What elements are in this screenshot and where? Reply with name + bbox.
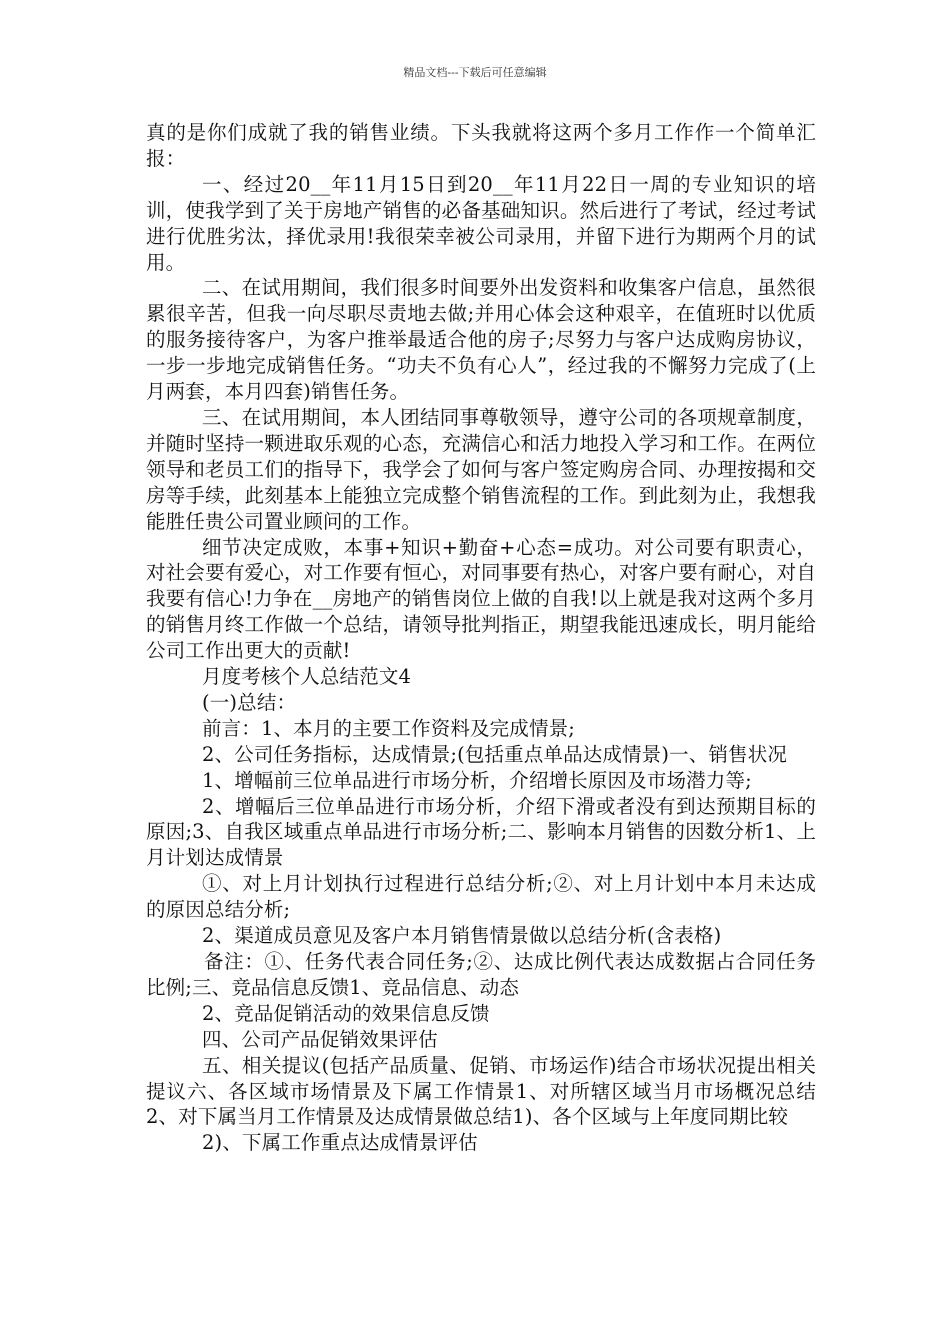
paragraph-section-1: 一、经过20__年11月15日到20__年11月22日一周的专业知识的培训，使我学到了关于房地产销售的必备基础知识。然后进行了考试，经过考试进行优胜劣汰，择优录用!我很荣幸被公司录用，并留下进行为期两个月的试用。 — [146, 172, 816, 274]
page-header: 精品文档---下载后可任意编辑 — [403, 66, 547, 79]
paragraph-conclusion: 细节决定成败，本事+知识+勤奋+心态=成功。对公司要有职责心，对社会要有爱心，对工作要有恒心，对同事要有热心，对客户要有耐心，对自我要有信心!力争在__房地产的销售岗位上做的自我!以上就是我对这两个多月的销售月终工作做一个总结，请领导批判指正，期望我能迅速成长，明月能给公司工作出更大的贡献! — [146, 535, 816, 663]
paragraph-section-2: 二、在试用期间，我们很多时间要外出发资料和收集客户信息，虽然很累很辛苦，但我一向尽职尽责地去做;并用心体会这种艰辛，在值班时以优质的服务接待客户，为客户推举最适合他的房子;尽努力与客户达成购房协议，一步一步地完成销售任务。“功夫不负有心人”，经过我的不懈努力完成了(上月两套，本月四套)销售任务。 — [146, 276, 816, 404]
summary-heading: (一)总结： — [202, 690, 297, 714]
paragraph-item: 1、增幅前三位单品进行市场分析，介绍增长原因及市场潜力等; — [202, 768, 752, 792]
paragraph-item: 2)、下属工作重点达成情景评估 — [202, 1131, 478, 1155]
document-body — [146, 120, 816, 1156]
paragraph-item: 2、增幅后三位单品进行市场分析，介绍下滑或者没有到达预期目标的原因;3、自我区域重点单品进行市场分析;二、影响本月销售的因数分析1、上月计划达成情景 — [146, 794, 816, 870]
paragraph-intro: 真的是你们成就了我的销售业绩。下头我就将这两个多月工作作一个简单汇报： — [146, 121, 816, 170]
paragraph-item: ①、对上月计划执行过程进行总结分析;②、对上月计划中本月未达成的原因总结分析; — [146, 872, 816, 922]
paragraph-item: 2、公司任务指标，达成情景;(包括重点单品达成情景)一、销售状况 — [202, 742, 787, 766]
paragraph-item: 四、公司产品促销效果评估 — [202, 1027, 438, 1051]
paragraph-item: 五、相关提议(包括产品质量、促销、市场运作)结合市场状况提出相关提议六、各区域市场情景及下属工作情景1、对所辖区域当月市场概况总结2、对下属当月工作情景及达成情景做总结1)、各个区域与上年度同期比较 — [146, 1053, 816, 1129]
paragraph-item: 2、渠道成员意见及客户本月销售情景做以总结分析(含表格) — [202, 924, 722, 948]
paragraph-note: 备注：①、任务代表合同任务;②、达成比例代表达成数据占合同任务比例;三、竞品信息反馈1、竞品信息、动态 — [146, 950, 816, 999]
paragraph-item: 2、竞品促销活动的效果信息反馈 — [202, 1001, 490, 1025]
paragraph-section-3: 三、在试用期间，本人团结同事尊敬领导，遵守公司的各项规章制度，并随时坚持一颗进取乐观的心态，充满信心和活力地投入学习和工作。在两位领导和老员工们的指导下，我学会了如何与客户签定购房合同、办理按揭和交房等手续，此刻基本上能独立完成整个销售流程的工作。到此刻为止，我想我能胜任贵公司置业顾问的工作。 — [146, 405, 816, 533]
paragraph-preface: 前言：1、本月的主要工作资料及完成情景; — [202, 716, 575, 740]
section-heading: 月度考核个人总结范文4 — [202, 665, 412, 689]
